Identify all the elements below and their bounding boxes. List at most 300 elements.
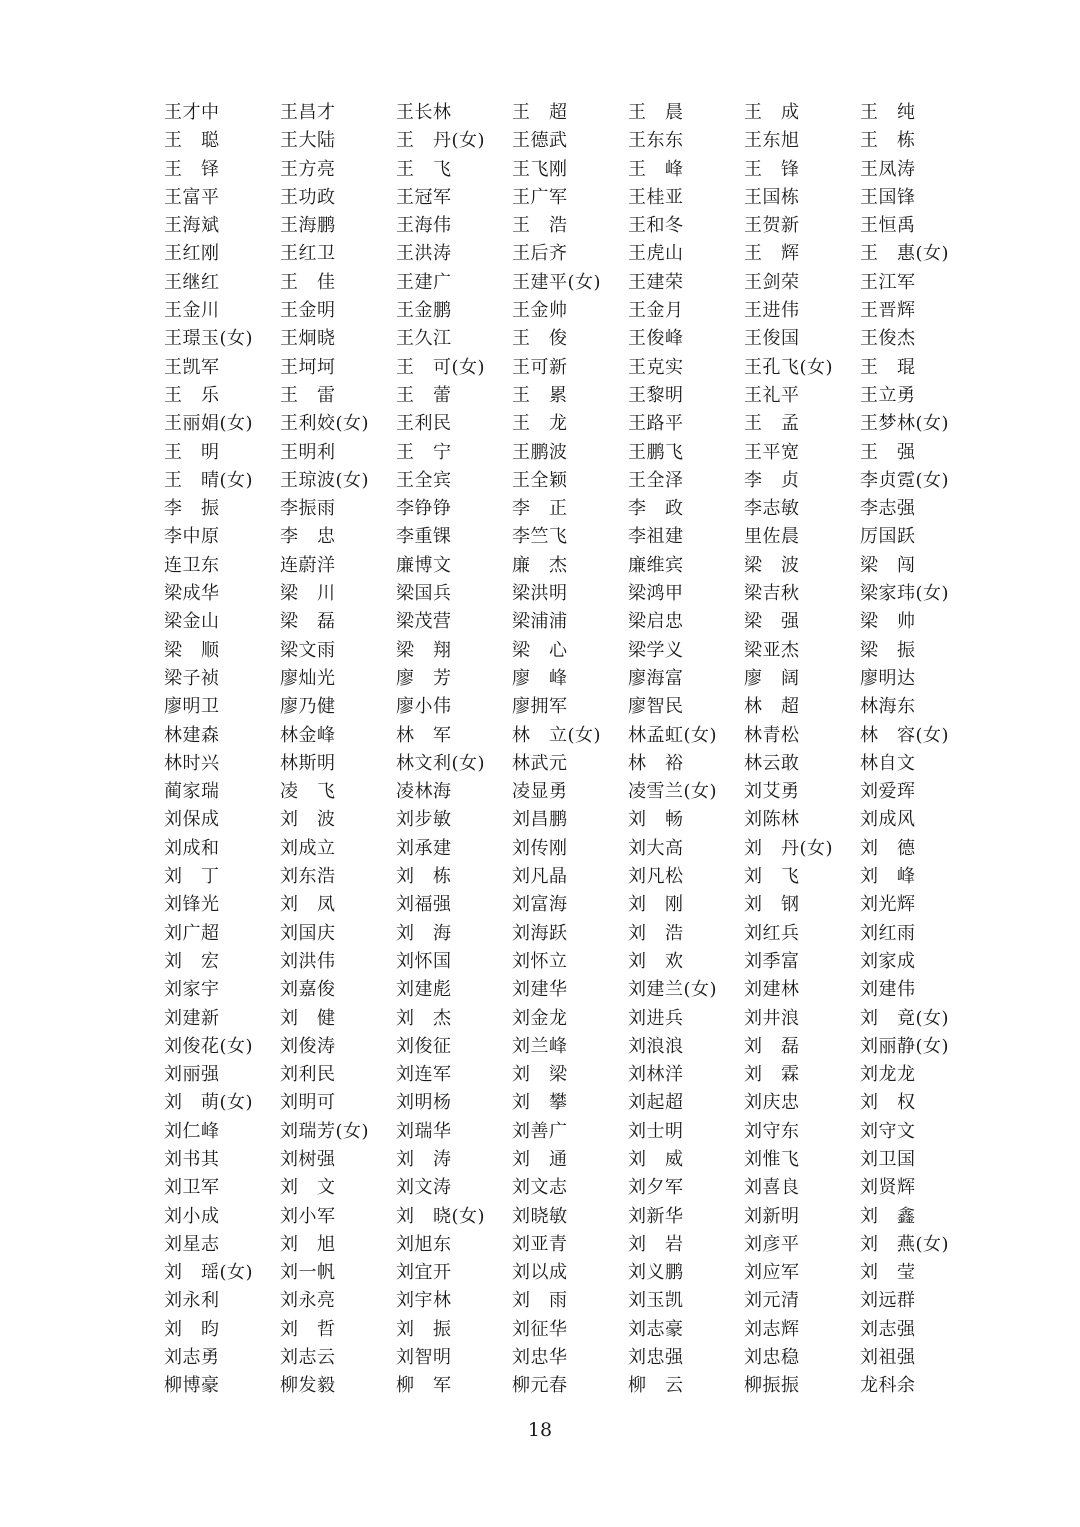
name-entry: 林自文 <box>860 752 916 774</box>
name-entry: 李 正 <box>512 498 568 520</box>
name-entry: 连蔚洋 <box>280 554 336 576</box>
name-entry: 刘成立 <box>280 837 336 859</box>
name-entry: 王炯晓 <box>280 328 336 350</box>
name-entry: 李 政 <box>628 498 684 520</box>
name-entry: 李 贞 <box>744 469 800 491</box>
name-entry: 林云敢 <box>744 752 800 774</box>
name-entry: 刘建兰(女) <box>628 979 718 1001</box>
name-entry: 王利姣(女) <box>280 413 370 435</box>
name-entry: 王路平 <box>628 413 684 435</box>
name-entry: 梁子祯 <box>164 667 220 689</box>
name-entry: 刘 鑫 <box>860 1205 916 1227</box>
name-entry: 柳元春 <box>512 1375 568 1397</box>
name-entry: 王 纯 <box>860 102 916 123</box>
name-entry: 刘以成 <box>512 1262 568 1284</box>
name-entry: 王 孟 <box>744 413 800 435</box>
name-entry: 梁吉秋 <box>744 583 800 605</box>
name-entry: 王飞刚 <box>512 158 568 180</box>
name-entry: 刘远群 <box>860 1290 916 1312</box>
name-entry: 王 龙 <box>512 413 568 435</box>
name-entry: 王进伟 <box>744 300 800 322</box>
name-entry: 刘惟飞 <box>744 1148 800 1170</box>
name-entry: 刘龙龙 <box>860 1064 916 1086</box>
name-entry: 王金川 <box>164 300 220 322</box>
name-entry: 刘艾勇 <box>744 781 800 803</box>
name-entry: 林建森 <box>164 724 220 746</box>
name-entry: 刘 瑶(女) <box>164 1262 254 1284</box>
name-entry: 刘成风 <box>860 809 916 831</box>
name-entry: 王 聪 <box>164 130 220 152</box>
name-entry: 林青松 <box>744 724 800 746</box>
name-entry: 王建荣 <box>628 271 684 293</box>
name-entry: 蔺家瑞 <box>164 781 220 803</box>
name-entry: 刘嘉俊 <box>280 979 336 1001</box>
name-entry: 廖 峰 <box>512 667 568 689</box>
name-entry: 王克实 <box>628 356 684 378</box>
name-entry: 王 超 <box>512 102 568 123</box>
name-entry: 刘 燕(女) <box>860 1233 950 1255</box>
name-entry: 王 琨 <box>860 356 916 378</box>
name-entry: 李志强 <box>860 498 916 520</box>
name-entry: 柳 云 <box>628 1375 684 1397</box>
name-entry: 梁学义 <box>628 639 684 661</box>
name-entry: 刘 峰 <box>860 866 916 888</box>
name-entry: 李祖建 <box>628 526 684 548</box>
name-entry: 刘 刚 <box>628 894 684 916</box>
name-entry: 王 宁 <box>396 441 452 463</box>
name-entry: 刘 莹 <box>860 1262 916 1284</box>
name-entry: 刘步敏 <box>396 809 452 831</box>
name-entry: 王久江 <box>396 328 452 350</box>
name-entry: 凌显勇 <box>512 781 568 803</box>
name-entry: 廖乃健 <box>280 696 336 718</box>
name-entry: 刘 竟(女) <box>860 1007 950 1029</box>
name-entry: 王坷坷 <box>280 356 336 378</box>
name-entry: 梁文雨 <box>280 639 336 661</box>
name-entry: 厉国跃 <box>860 526 916 548</box>
name-entry: 刘怀立 <box>512 950 568 972</box>
name-entry: 王 丹(女) <box>396 130 486 152</box>
name-entry: 刘明杨 <box>396 1092 452 1114</box>
name-entry: 凌雪兰(女) <box>628 781 718 803</box>
name-entry: 林 裕 <box>628 752 684 774</box>
name-entry: 柳 军 <box>396 1375 452 1397</box>
name-entry: 王红卫 <box>280 243 336 265</box>
name-entry: 柳发毅 <box>280 1375 336 1397</box>
name-entry: 梁 闯 <box>860 554 916 576</box>
name-entry: 王 乐 <box>164 384 220 406</box>
name-entry: 王金明 <box>280 300 336 322</box>
name-entry: 刘怀国 <box>396 950 452 972</box>
name-entry: 王才中 <box>164 102 220 123</box>
name-entry: 王凯军 <box>164 356 220 378</box>
name-entry: 刘 凤 <box>280 894 336 916</box>
name-entry: 王 强 <box>860 441 916 463</box>
name-entry: 梁 波 <box>744 554 800 576</box>
name-entry: 刘保成 <box>164 809 220 831</box>
name-entry: 刘陈林 <box>744 809 800 831</box>
name-entry: 林 军 <box>396 724 452 746</box>
name-entry: 刘 畅 <box>628 809 684 831</box>
name-entry: 李铮铮 <box>396 498 452 520</box>
name-entry: 刘井浪 <box>744 1007 800 1029</box>
name-entry: 王东东 <box>628 130 684 152</box>
name-entry: 梁洪明 <box>512 583 568 605</box>
name-entry: 梁鸿甲 <box>628 583 684 605</box>
name-entry: 王孔飞(女) <box>744 356 834 378</box>
name-entry: 刘 旭 <box>280 1233 336 1255</box>
name-entry: 王海伟 <box>396 215 452 237</box>
name-entry: 王红刚 <box>164 243 220 265</box>
name-entry: 凌 飞 <box>280 781 336 803</box>
name-entry: 刘国庆 <box>280 922 336 944</box>
name-entry: 刘宇林 <box>396 1290 452 1312</box>
name-entry: 刘星志 <box>164 1233 220 1255</box>
name-entry: 刘福强 <box>396 894 452 916</box>
name-entry: 梁金山 <box>164 611 220 633</box>
name-entry: 刘凡晶 <box>512 866 568 888</box>
name-entry: 刘晓敏 <box>512 1205 568 1227</box>
name-entry: 刘建林 <box>744 979 800 1001</box>
name-entry: 刘彦平 <box>744 1233 800 1255</box>
name-entry: 王建广 <box>396 271 452 293</box>
name-entry: 梁 顺 <box>164 639 220 661</box>
name-entry: 林 容(女) <box>860 724 950 746</box>
name-entry: 王全颖 <box>512 469 568 491</box>
name-entry: 王 蕾 <box>396 384 452 406</box>
name-entry: 王 晴(女) <box>164 469 254 491</box>
name-entry: 刘征华 <box>512 1318 568 1340</box>
name-entry: 廖明卫 <box>164 696 220 718</box>
name-entry: 王建平(女) <box>512 271 602 293</box>
name-entry: 王全宾 <box>396 469 452 491</box>
name-entry: 王江军 <box>860 271 916 293</box>
name-entry: 梁茂营 <box>396 611 452 633</box>
name-entry: 刘 欢 <box>628 950 684 972</box>
name-entry: 王继红 <box>164 271 220 293</box>
name-entry: 刘志辉 <box>744 1318 800 1340</box>
name-entry: 王海鹏 <box>280 215 336 237</box>
name-entry: 刘家宇 <box>164 979 220 1001</box>
name-entry: 刘小军 <box>280 1205 336 1227</box>
name-entry: 林孟虹(女) <box>628 724 718 746</box>
name-entry: 刘 飞 <box>744 866 800 888</box>
name-entry: 李振雨 <box>280 498 336 520</box>
name-entry: 王鹏波 <box>512 441 568 463</box>
name-entry: 刘庆忠 <box>744 1092 800 1114</box>
name-entry: 刘志强 <box>860 1318 916 1340</box>
name-entry: 刘明可 <box>280 1092 336 1114</box>
name-entry: 刘 健 <box>280 1007 336 1029</box>
name-entry: 刘季富 <box>744 950 800 972</box>
name-entry: 刘义鹏 <box>628 1262 684 1284</box>
name-entry: 刘洪伟 <box>280 950 336 972</box>
name-entry: 王昌才 <box>280 102 336 123</box>
name-entry: 刘 威 <box>628 1148 684 1170</box>
name-entry: 王 可(女) <box>396 356 486 378</box>
name-entry: 刘祖强 <box>860 1347 916 1369</box>
name-entry: 王俊杰 <box>860 328 916 350</box>
name-entry: 王洪涛 <box>396 243 452 265</box>
name-entry: 刘进兵 <box>628 1007 684 1029</box>
name-entry: 王俊国 <box>744 328 800 350</box>
name-entry: 廖小伟 <box>396 696 452 718</box>
name-entry: 刘连军 <box>396 1064 452 1086</box>
name-entry: 王 佳 <box>280 271 336 293</box>
name-entry: 刘红兵 <box>744 922 800 944</box>
name-entry: 林 立(女) <box>512 724 602 746</box>
name-entry: 王 累 <box>512 384 568 406</box>
name-entry: 王 晨 <box>628 102 684 123</box>
name-entry: 刘 权 <box>860 1092 916 1114</box>
name-entry: 王璟玉(女) <box>164 328 254 350</box>
name-entry: 刘 霖 <box>744 1064 800 1086</box>
name-entry: 刘 浩 <box>628 922 684 944</box>
name-entry: 王虎山 <box>628 243 684 265</box>
name-entry: 凌林海 <box>396 781 452 803</box>
name-entry: 王 飞 <box>396 158 452 180</box>
name-entry: 刘 岩 <box>628 1233 684 1255</box>
name-entry: 梁启忠 <box>628 611 684 633</box>
name-entry: 林金峰 <box>280 724 336 746</box>
name-entry: 王东旭 <box>744 130 800 152</box>
name-entry: 刘书其 <box>164 1148 220 1170</box>
name-entry: 廖智民 <box>628 696 684 718</box>
name-entry: 刘元清 <box>744 1290 800 1312</box>
name-entry: 王 浩 <box>512 215 568 237</box>
name-entry: 李竺飞 <box>512 526 568 548</box>
name-entry: 王冠军 <box>396 186 452 208</box>
name-entry: 王俊峰 <box>628 328 684 350</box>
name-entry: 王 明 <box>164 441 220 463</box>
name-entry: 刘俊涛 <box>280 1035 336 1057</box>
name-entry: 刘忠华 <box>512 1347 568 1369</box>
name-entry: 刘亚青 <box>512 1233 568 1255</box>
name-entry: 连卫东 <box>164 554 220 576</box>
name-entry: 梁 帅 <box>860 611 916 633</box>
name-entry: 林 超 <box>744 696 800 718</box>
name-entry: 廖 阔 <box>744 667 800 689</box>
name-entry: 刘 宏 <box>164 950 220 972</box>
name-entry: 梁亚杰 <box>744 639 800 661</box>
name-entry: 王平宽 <box>744 441 800 463</box>
name-entry: 王礼平 <box>744 384 800 406</box>
name-entry: 刘 通 <box>512 1148 568 1170</box>
name-entry: 刘 昀 <box>164 1318 220 1340</box>
name-entry: 王金月 <box>628 300 684 322</box>
name-entry: 刘建新 <box>164 1007 220 1029</box>
name-entry: 李 忠 <box>280 526 336 548</box>
name-entry: 林武元 <box>512 752 568 774</box>
name-entry: 刘兰峰 <box>512 1035 568 1057</box>
name-entry: 刘起超 <box>628 1092 684 1114</box>
name-entry: 王 雷 <box>280 384 336 406</box>
name-entry: 刘 德 <box>860 837 916 859</box>
name-entry: 廉 杰 <box>512 554 568 576</box>
name-entry: 刘建华 <box>512 979 568 1001</box>
name-entry: 林文利(女) <box>396 752 486 774</box>
name-entry: 刘喜良 <box>744 1177 800 1199</box>
name-entry: 廉博文 <box>396 554 452 576</box>
name-entry: 梁浦浦 <box>512 611 568 633</box>
name-entry: 刘 文 <box>280 1177 336 1199</box>
name-entry: 刘永利 <box>164 1290 220 1312</box>
name-entry: 廉维宾 <box>628 554 684 576</box>
name-entry: 刘瑞芳(女) <box>280 1120 370 1142</box>
name-entry: 刘 涛 <box>396 1148 452 1170</box>
name-entry: 刘宜开 <box>396 1262 452 1284</box>
name-entry: 刘东浩 <box>280 866 336 888</box>
name-entry: 刘应军 <box>744 1262 800 1284</box>
name-entry: 刘 萌(女) <box>164 1092 254 1114</box>
name-entry: 刘金龙 <box>512 1007 568 1029</box>
name-entry: 刘富海 <box>512 894 568 916</box>
name-entry: 王贺新 <box>744 215 800 237</box>
name-entry: 王德武 <box>512 130 568 152</box>
name-entry: 王明利 <box>280 441 336 463</box>
name-entry: 刘成和 <box>164 837 220 859</box>
name-entry: 刘善广 <box>512 1120 568 1142</box>
name-entry: 刘玉凯 <box>628 1290 684 1312</box>
name-entry: 刘志豪 <box>628 1318 684 1340</box>
name-entry: 刘大高 <box>628 837 684 859</box>
name-entry: 廖海富 <box>628 667 684 689</box>
name-entry: 刘昌鹏 <box>512 809 568 831</box>
name-entry: 刘小成 <box>164 1205 220 1227</box>
name-entry: 王功政 <box>280 186 336 208</box>
name-entry: 梁 川 <box>280 583 336 605</box>
name-entry: 刘建彪 <box>396 979 452 1001</box>
name-entry: 刘永亮 <box>280 1290 336 1312</box>
name-entry: 刘 丹(女) <box>744 837 834 859</box>
name-entry: 刘忠稳 <box>744 1347 800 1369</box>
name-entry: 李重锞 <box>396 526 452 548</box>
name-entry: 刘 磊 <box>744 1035 800 1057</box>
name-entry: 刘利民 <box>280 1064 336 1086</box>
name-entry: 刘 攀 <box>512 1092 568 1114</box>
name-entry: 刘新华 <box>628 1205 684 1227</box>
name-entry: 刘新明 <box>744 1205 800 1227</box>
name-entry: 刘家成 <box>860 950 916 972</box>
name-entry: 刘丽静(女) <box>860 1035 950 1057</box>
name-entry: 廖 芳 <box>396 667 452 689</box>
name-entry: 刘智明 <box>396 1347 452 1369</box>
name-entry: 王 铎 <box>164 158 220 180</box>
name-entry: 刘浪浪 <box>628 1035 684 1057</box>
name-list-grid <box>164 99 984 1401</box>
name-entry: 李贞霓(女) <box>860 469 950 491</box>
name-entry: 刘贤辉 <box>860 1177 916 1199</box>
name-entry: 王 辉 <box>744 243 800 265</box>
name-entry: 刘林洋 <box>628 1064 684 1086</box>
name-entry: 刘树强 <box>280 1148 336 1170</box>
name-entry: 刘守东 <box>744 1120 800 1142</box>
name-entry: 李中原 <box>164 526 220 548</box>
name-entry: 刘卫军 <box>164 1177 220 1199</box>
name-entry: 王 成 <box>744 102 800 123</box>
name-entry: 林时兴 <box>164 752 220 774</box>
name-entry: 王国栋 <box>744 186 800 208</box>
name-entry: 林斯明 <box>280 752 336 774</box>
name-entry: 廖明达 <box>860 667 916 689</box>
name-entry: 梁国兵 <box>396 583 452 605</box>
name-entry: 柳振振 <box>744 1375 800 1397</box>
name-entry: 梁 翔 <box>396 639 452 661</box>
name-entry: 王金鹏 <box>396 300 452 322</box>
name-entry: 梁 磊 <box>280 611 336 633</box>
name-entry: 刘文涛 <box>396 1177 452 1199</box>
name-entry: 刘忠强 <box>628 1347 684 1369</box>
name-entry: 王琼波(女) <box>280 469 370 491</box>
name-entry: 梁 振 <box>860 639 916 661</box>
name-entry: 廖拥军 <box>512 696 568 718</box>
name-entry: 刘俊征 <box>396 1035 452 1057</box>
name-entry: 刘志云 <box>280 1347 336 1369</box>
name-entry: 刘 海 <box>396 922 452 944</box>
name-entry: 王金帅 <box>512 300 568 322</box>
name-entry: 刘 雨 <box>512 1290 568 1312</box>
name-entry: 梁家玮(女) <box>860 583 950 605</box>
name-entry: 刘 栋 <box>396 866 452 888</box>
name-entry: 王梦林(女) <box>860 413 950 435</box>
name-entry: 刘文志 <box>512 1177 568 1199</box>
name-entry: 刘光辉 <box>860 894 916 916</box>
name-entry: 刘红雨 <box>860 922 916 944</box>
name-entry: 刘瑞华 <box>396 1120 452 1142</box>
name-entry: 李志敏 <box>744 498 800 520</box>
name-entry: 刘 哲 <box>280 1318 336 1340</box>
name-entry: 刘 振 <box>396 1318 452 1340</box>
name-entry: 王 俊 <box>512 328 568 350</box>
name-entry: 刘守文 <box>860 1120 916 1142</box>
name-entry: 刘锋光 <box>164 894 220 916</box>
name-entry: 王可新 <box>512 356 568 378</box>
name-entry: 王 栋 <box>860 130 916 152</box>
name-entry: 刘建伟 <box>860 979 916 1001</box>
name-entry: 林海东 <box>860 696 916 718</box>
name-entry: 刘卫国 <box>860 1148 916 1170</box>
name-entry: 王黎明 <box>628 384 684 406</box>
name-entry: 梁 强 <box>744 611 800 633</box>
name-entry: 王恒禹 <box>860 215 916 237</box>
name-entry: 刘爱珲 <box>860 781 916 803</box>
name-entry: 王大陆 <box>280 130 336 152</box>
name-entry: 刘丽强 <box>164 1064 220 1086</box>
name-entry: 王海斌 <box>164 215 220 237</box>
name-entry: 王长林 <box>396 102 452 123</box>
name-entry: 王鹏飞 <box>628 441 684 463</box>
name-entry: 王广军 <box>512 186 568 208</box>
name-entry: 刘一帆 <box>280 1262 336 1284</box>
name-entry: 刘传刚 <box>512 837 568 859</box>
name-entry: 王 峰 <box>628 158 684 180</box>
name-entry: 刘士明 <box>628 1120 684 1142</box>
name-entry: 刘仁峰 <box>164 1120 220 1142</box>
name-entry: 刘 钢 <box>744 894 800 916</box>
name-entry: 王利民 <box>396 413 452 435</box>
name-entry: 王国锋 <box>860 186 916 208</box>
name-entry: 刘广超 <box>164 922 220 944</box>
name-entry: 王立勇 <box>860 384 916 406</box>
name-entry: 刘海跃 <box>512 922 568 944</box>
name-entry: 梁成华 <box>164 583 220 605</box>
name-entry: 李 振 <box>164 498 220 520</box>
name-entry: 刘承建 <box>396 837 452 859</box>
name-entry: 里佐晨 <box>744 526 800 548</box>
name-entry: 刘 晓(女) <box>396 1205 486 1227</box>
name-entry: 王桂亚 <box>628 186 684 208</box>
name-entry: 龙科余 <box>860 1375 916 1397</box>
